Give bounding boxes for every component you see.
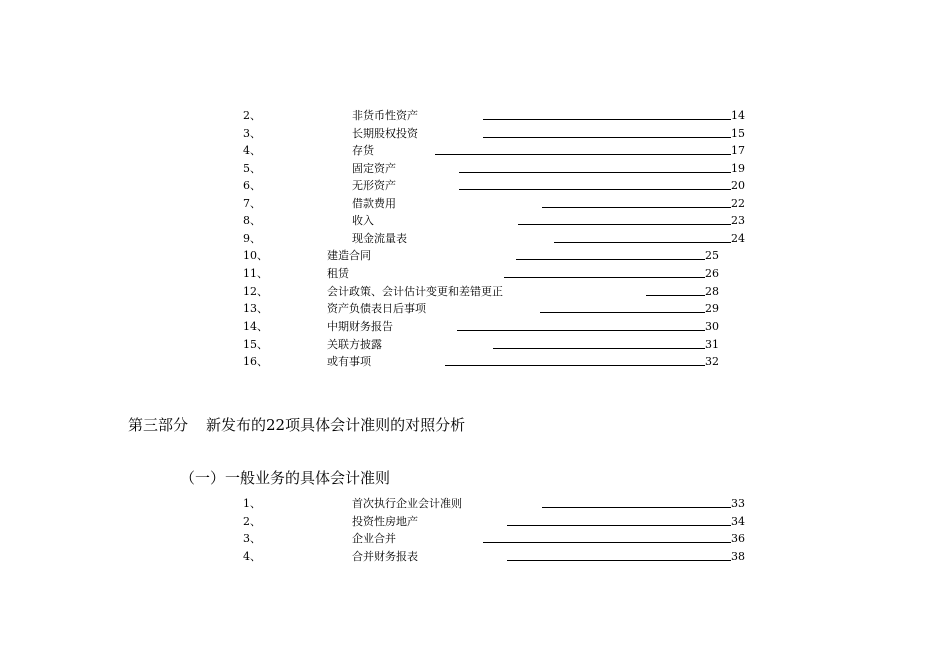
dot-leader [445, 365, 705, 366]
toc-row [0, 514, 950, 530]
toc-page: 28 [705, 285, 719, 298]
dot-leader [483, 542, 731, 543]
dot-leader [435, 154, 731, 155]
toc-number: 15、 [243, 338, 268, 351]
toc-title: 投资性房地产 [352, 515, 418, 528]
toc-number: 16、 [243, 355, 268, 368]
toc-row [0, 301, 950, 317]
toc-number: 9、 [243, 232, 261, 245]
dot-leader [504, 277, 705, 278]
dot-leader [507, 525, 731, 526]
toc-page: 34 [731, 515, 745, 528]
toc-title: 租赁 [327, 267, 349, 280]
toc-number: 8、 [243, 214, 261, 227]
dot-leader [646, 295, 705, 296]
toc-page: 36 [731, 532, 745, 545]
part-title: 新发布的22项具体会计准则的对照分析 [206, 416, 466, 434]
toc-title: 或有事项 [327, 355, 371, 368]
toc-number: 3、 [243, 532, 261, 545]
toc-number: 3、 [243, 127, 261, 140]
dot-leader [540, 312, 705, 313]
toc-title: 无形资产 [352, 179, 396, 192]
toc-row [0, 196, 950, 212]
toc-page: 24 [731, 232, 745, 245]
dot-leader [483, 137, 731, 138]
toc-page: 26 [705, 267, 719, 280]
toc-row [0, 319, 950, 335]
toc-page: 25 [705, 249, 719, 262]
section-heading: （一）一般业务的具体会计准则 [180, 469, 391, 487]
dot-leader [459, 189, 731, 190]
toc-page: 32 [705, 355, 719, 368]
toc-title: 企业合并 [352, 532, 396, 545]
toc-title: 非货币性资产 [352, 109, 418, 122]
dot-leader [459, 172, 731, 173]
part-three-heading [128, 414, 465, 435]
toc-row [0, 354, 950, 370]
toc-title: 关联方披露 [327, 338, 382, 351]
dot-leader [542, 207, 731, 208]
toc-row [0, 143, 950, 159]
dot-leader [507, 560, 731, 561]
toc-number: 4、 [243, 144, 261, 157]
part-label: 第三部分 [128, 416, 189, 434]
toc-row [0, 213, 950, 229]
toc-number: 10、 [243, 249, 268, 262]
toc-row [0, 266, 950, 282]
toc-number: 14、 [243, 320, 268, 333]
dot-leader [554, 242, 731, 243]
toc-page: 14 [731, 109, 745, 122]
toc-row [0, 248, 950, 264]
toc-page: 33 [731, 497, 745, 510]
toc-row [0, 108, 950, 124]
toc-page: 22 [731, 197, 745, 210]
toc-title: 收入 [352, 214, 374, 227]
toc-row [0, 549, 950, 565]
toc-title: 合并财务报表 [352, 550, 418, 563]
toc-number: 7、 [243, 197, 261, 210]
dot-leader [483, 119, 731, 120]
toc-number: 2、 [243, 109, 261, 122]
toc-title: 会计政策、会计估计变更和差错更正 [327, 285, 503, 298]
toc-row [0, 531, 950, 547]
toc-page: 19 [731, 162, 745, 175]
toc-page: 17 [731, 144, 745, 157]
toc-number: 4、 [243, 550, 261, 563]
toc-number: 11、 [243, 267, 268, 280]
toc-page: 15 [731, 127, 745, 140]
toc-row [0, 161, 950, 177]
toc-page: 31 [705, 338, 719, 351]
toc-row [0, 231, 950, 247]
toc-row [0, 178, 950, 194]
dot-leader [518, 224, 731, 225]
toc-title: 资产负债表日后事项 [327, 302, 426, 315]
toc-title: 长期股权投资 [352, 127, 418, 140]
toc-title: 现金流量表 [352, 232, 407, 245]
toc-page: 30 [705, 320, 719, 333]
toc-page: 29 [705, 302, 719, 315]
toc-number: 13、 [243, 302, 268, 315]
toc-row [0, 496, 950, 512]
toc-title: 借款费用 [352, 197, 396, 210]
dot-leader [516, 259, 705, 260]
toc-number: 6、 [243, 179, 261, 192]
toc-page: 20 [731, 179, 745, 192]
toc-number: 2、 [243, 515, 261, 528]
toc-number: 5、 [243, 162, 261, 175]
toc-page: 38 [731, 550, 745, 563]
toc-row [0, 126, 950, 142]
toc-page: 23 [731, 214, 745, 227]
toc-title: 中期财务报告 [327, 320, 393, 333]
dot-leader [457, 330, 705, 331]
toc-number: 12、 [243, 285, 268, 298]
dot-leader [542, 507, 731, 508]
toc-title: 固定资产 [352, 162, 396, 175]
toc-title: 首次执行企业会计准则 [352, 497, 462, 510]
toc-number: 1、 [243, 497, 261, 510]
toc-title: 存货 [352, 144, 374, 157]
toc-row [0, 337, 950, 353]
toc-row [0, 284, 950, 300]
dot-leader [493, 348, 705, 349]
toc-title: 建造合同 [327, 249, 371, 262]
